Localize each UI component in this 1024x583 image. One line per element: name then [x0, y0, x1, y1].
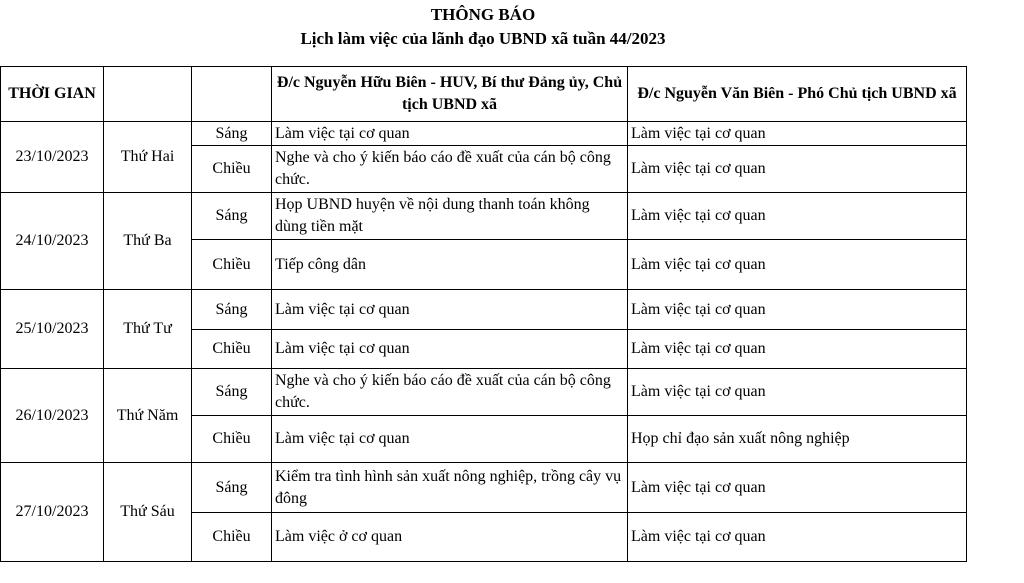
header-leader-1: Đ/c Nguyễn Hữu Biên - HUV, Bí thư Đảng ủy, Chủ tịch UBND xã	[272, 67, 628, 122]
weekday-cell: Thứ Ba	[104, 193, 192, 290]
schedule-table	[0, 66, 967, 562]
leader-1-activity: Nghe và cho ý kiến báo cáo đề xuất của cán bộ công chức.	[272, 146, 628, 193]
session-cell: Sáng	[192, 463, 272, 513]
leader-1-activity: Làm việc tại cơ quan	[272, 330, 628, 369]
date-cell: 25/10/2023	[1, 290, 104, 369]
weekday-cell: Thứ Năm	[104, 369, 192, 463]
session-cell: Sáng	[192, 122, 272, 146]
notice-subtitle: Lịch làm việc của lãnh đạo UBND xã tuần 44/2023	[300, 29, 666, 48]
weekday-cell: Thứ Tư	[104, 290, 192, 369]
leader-2-activity: Làm việc tại cơ quan	[628, 146, 967, 193]
table-row	[1, 193, 967, 240]
date-cell: 24/10/2023	[1, 193, 104, 290]
session-cell: Sáng	[192, 193, 272, 240]
leader-2-activity: Làm việc tại cơ quan	[628, 513, 967, 562]
leader-2-activity: Làm việc tại cơ quan	[628, 369, 967, 416]
leader-2-activity: Họp chỉ đạo sản xuất nông nghiệp	[628, 416, 967, 463]
date-cell: 23/10/2023	[1, 122, 104, 193]
date-cell: 27/10/2023	[1, 463, 104, 562]
header-row	[1, 67, 967, 122]
table-row	[1, 122, 967, 146]
weekday-cell: Thứ Sáu	[104, 463, 192, 562]
leader-1-activity: Làm việc tại cơ quan	[272, 290, 628, 330]
header-session	[192, 67, 272, 122]
leader-1-activity: Làm việc ở cơ quan	[272, 513, 628, 562]
leader-1-activity: Tiếp công dân	[272, 240, 628, 290]
session-cell: Chiều	[192, 330, 272, 369]
leader-2-activity: Làm việc tại cơ quan	[628, 463, 967, 513]
notice-title: THÔNG BÁO	[430, 5, 536, 24]
session-cell: Chiều	[192, 416, 272, 463]
session-cell: Sáng	[192, 290, 272, 330]
leader-2-activity: Làm việc tại cơ quan	[628, 240, 967, 290]
leader-1-activity: Kiểm tra tình hình sản xuất nông nghiệp, trồng cây vụ đông	[272, 463, 628, 513]
leader-1-activity: Nghe và cho ý kiến báo cáo đề xuất của cán bộ công chức.	[272, 369, 628, 416]
date-cell: 26/10/2023	[1, 369, 104, 463]
table-row	[1, 290, 967, 330]
header-leader-2: Đ/c Nguyễn Văn Biên - Phó Chủ tịch UBND xã	[628, 67, 967, 122]
session-cell: Chiều	[192, 240, 272, 290]
weekday-cell: Thứ Hai	[104, 122, 192, 193]
session-cell: Sáng	[192, 369, 272, 416]
leader-2-activity: Làm việc tại cơ quan	[628, 122, 967, 146]
session-cell: Chiều	[192, 513, 272, 562]
leader-2-activity: Làm việc tại cơ quan	[628, 290, 967, 330]
leader-1-activity: Họp UBND huyện về nội dung thanh toán không dùng tiền mặt	[272, 193, 628, 240]
table-row	[1, 463, 967, 513]
table-row	[1, 369, 967, 416]
leader-2-activity: Làm việc tại cơ quan	[628, 193, 967, 240]
header-time: THỜI GIAN	[1, 67, 104, 122]
leader-2-activity: Làm việc tại cơ quan	[628, 330, 967, 369]
leader-1-activity: Làm việc tại cơ quan	[272, 416, 628, 463]
leader-1-activity: Làm việc tại cơ quan	[272, 122, 628, 146]
header-weekday	[104, 67, 192, 122]
session-cell: Chiều	[192, 146, 272, 193]
